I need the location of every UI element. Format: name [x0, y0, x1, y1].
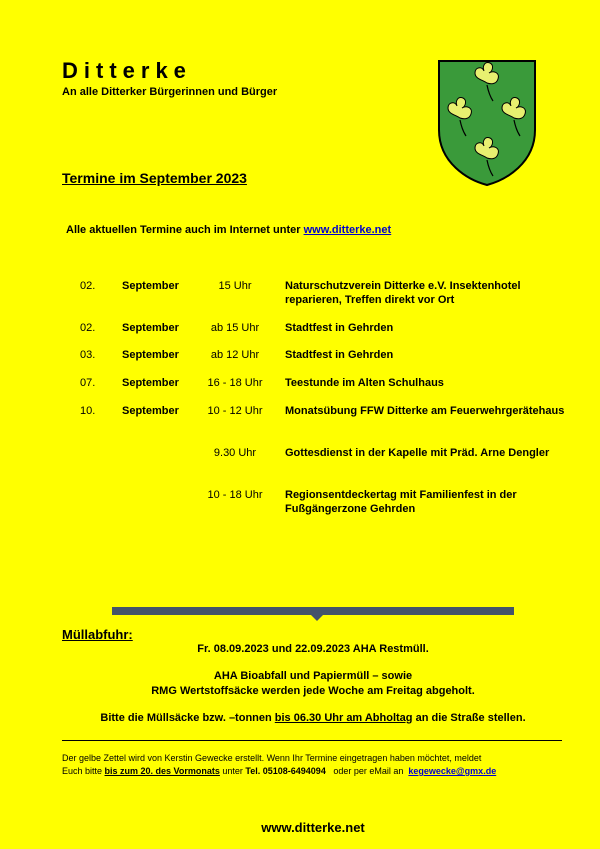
footer-pre: Euch bitte	[62, 766, 105, 776]
waste-line-4-pre: Bitte die Müllsäcke bzw. –tonnen	[100, 712, 275, 724]
event-day: 02.	[80, 280, 96, 292]
event-time: 15 Uhr	[218, 280, 252, 292]
event-time: 10 - 12 Uhr	[207, 405, 263, 417]
waste-line-4	[0, 712, 600, 724]
event-day: 07.	[80, 377, 96, 389]
event-day: 03.	[80, 349, 96, 361]
event-description: Monatsübung FFW Ditterke am Feuerwehrgerätehaus	[285, 405, 565, 417]
event-month: September	[122, 322, 179, 334]
waste-line-3: RMG Wertstoffsäcke werden jede Woche am Freitag abgeholt.	[151, 685, 475, 697]
info-text: Alle aktuellen Termine auch im Internet unter	[66, 224, 304, 236]
footer-divider	[62, 740, 562, 741]
divider-arrow-icon	[310, 614, 324, 621]
event-time: 10 - 18 Uhr	[207, 489, 263, 501]
event-time: 9.30 Uhr	[213, 447, 257, 459]
event-day: 10.	[80, 405, 96, 417]
event-month: September	[122, 377, 179, 389]
footer-line-1: Der gelbe Zettel wird von Kerstin Gewecke erstellt. Wenn Ihr Termine eingetragen haben möchtet, meldet	[62, 753, 482, 763]
footer-line-2	[62, 766, 496, 776]
footer-mid: unter	[219, 766, 246, 776]
coat-of-arms-icon	[436, 58, 538, 188]
footer-post: oder per eMail an	[325, 766, 409, 776]
footer-website[interactable]: www.ditterke.net	[261, 820, 365, 835]
event-description: Stadtfest in Gehrden	[285, 322, 394, 334]
event-description: Teestunde im Alten Schulhaus	[285, 377, 444, 389]
footer-phone: Tel. 05108-6494094	[245, 766, 326, 776]
waste-deadline: bis 06.30 Uhr am Abholtag	[274, 712, 413, 724]
event-time: 16 - 18 Uhr	[207, 377, 263, 389]
page-title: Ditterke	[62, 58, 192, 83]
section-heading: Termine im September 2023	[62, 170, 247, 186]
email-link[interactable]: kegewecke@gmx.de	[408, 766, 497, 776]
info-line	[66, 224, 391, 236]
event-time: ab 15 Uhr	[210, 322, 260, 334]
footer-deadline: bis zum 20. des Vormonats	[104, 766, 220, 776]
waste-line-2: AHA Bioabfall und Papiermüll – sowie	[213, 670, 413, 682]
event-month: September	[122, 349, 179, 361]
event-description: Gottesdienst in der Kapelle mit Präd. Arne Dengler	[285, 447, 550, 459]
page-subtitle: An alle Ditterker Bürgerinnen und Bürger	[62, 86, 278, 98]
event-day: 02.	[80, 322, 96, 334]
event-description: Stadtfest in Gehrden	[285, 349, 394, 361]
event-description: Regionsentdeckertag mit Familienfest in der Fußgängerzone Gehrden	[285, 489, 517, 515]
event-month: September	[122, 405, 179, 417]
website-link[interactable]: www.ditterke.net	[303, 224, 392, 236]
event-time: ab 12 Uhr	[210, 349, 260, 361]
waste-line-4-post: an die Straße stellen.	[412, 712, 526, 724]
event-description: Naturschutzverein Ditterke e.V. Insektenhotel reparieren, Treffen direkt vor Ort	[285, 280, 521, 306]
waste-heading: Müllabfuhr:	[62, 627, 133, 642]
event-month: September	[122, 280, 179, 292]
waste-line-1: Fr. 08.09.2023 und 22.09.2023 AHA Restmüll.	[197, 643, 429, 655]
